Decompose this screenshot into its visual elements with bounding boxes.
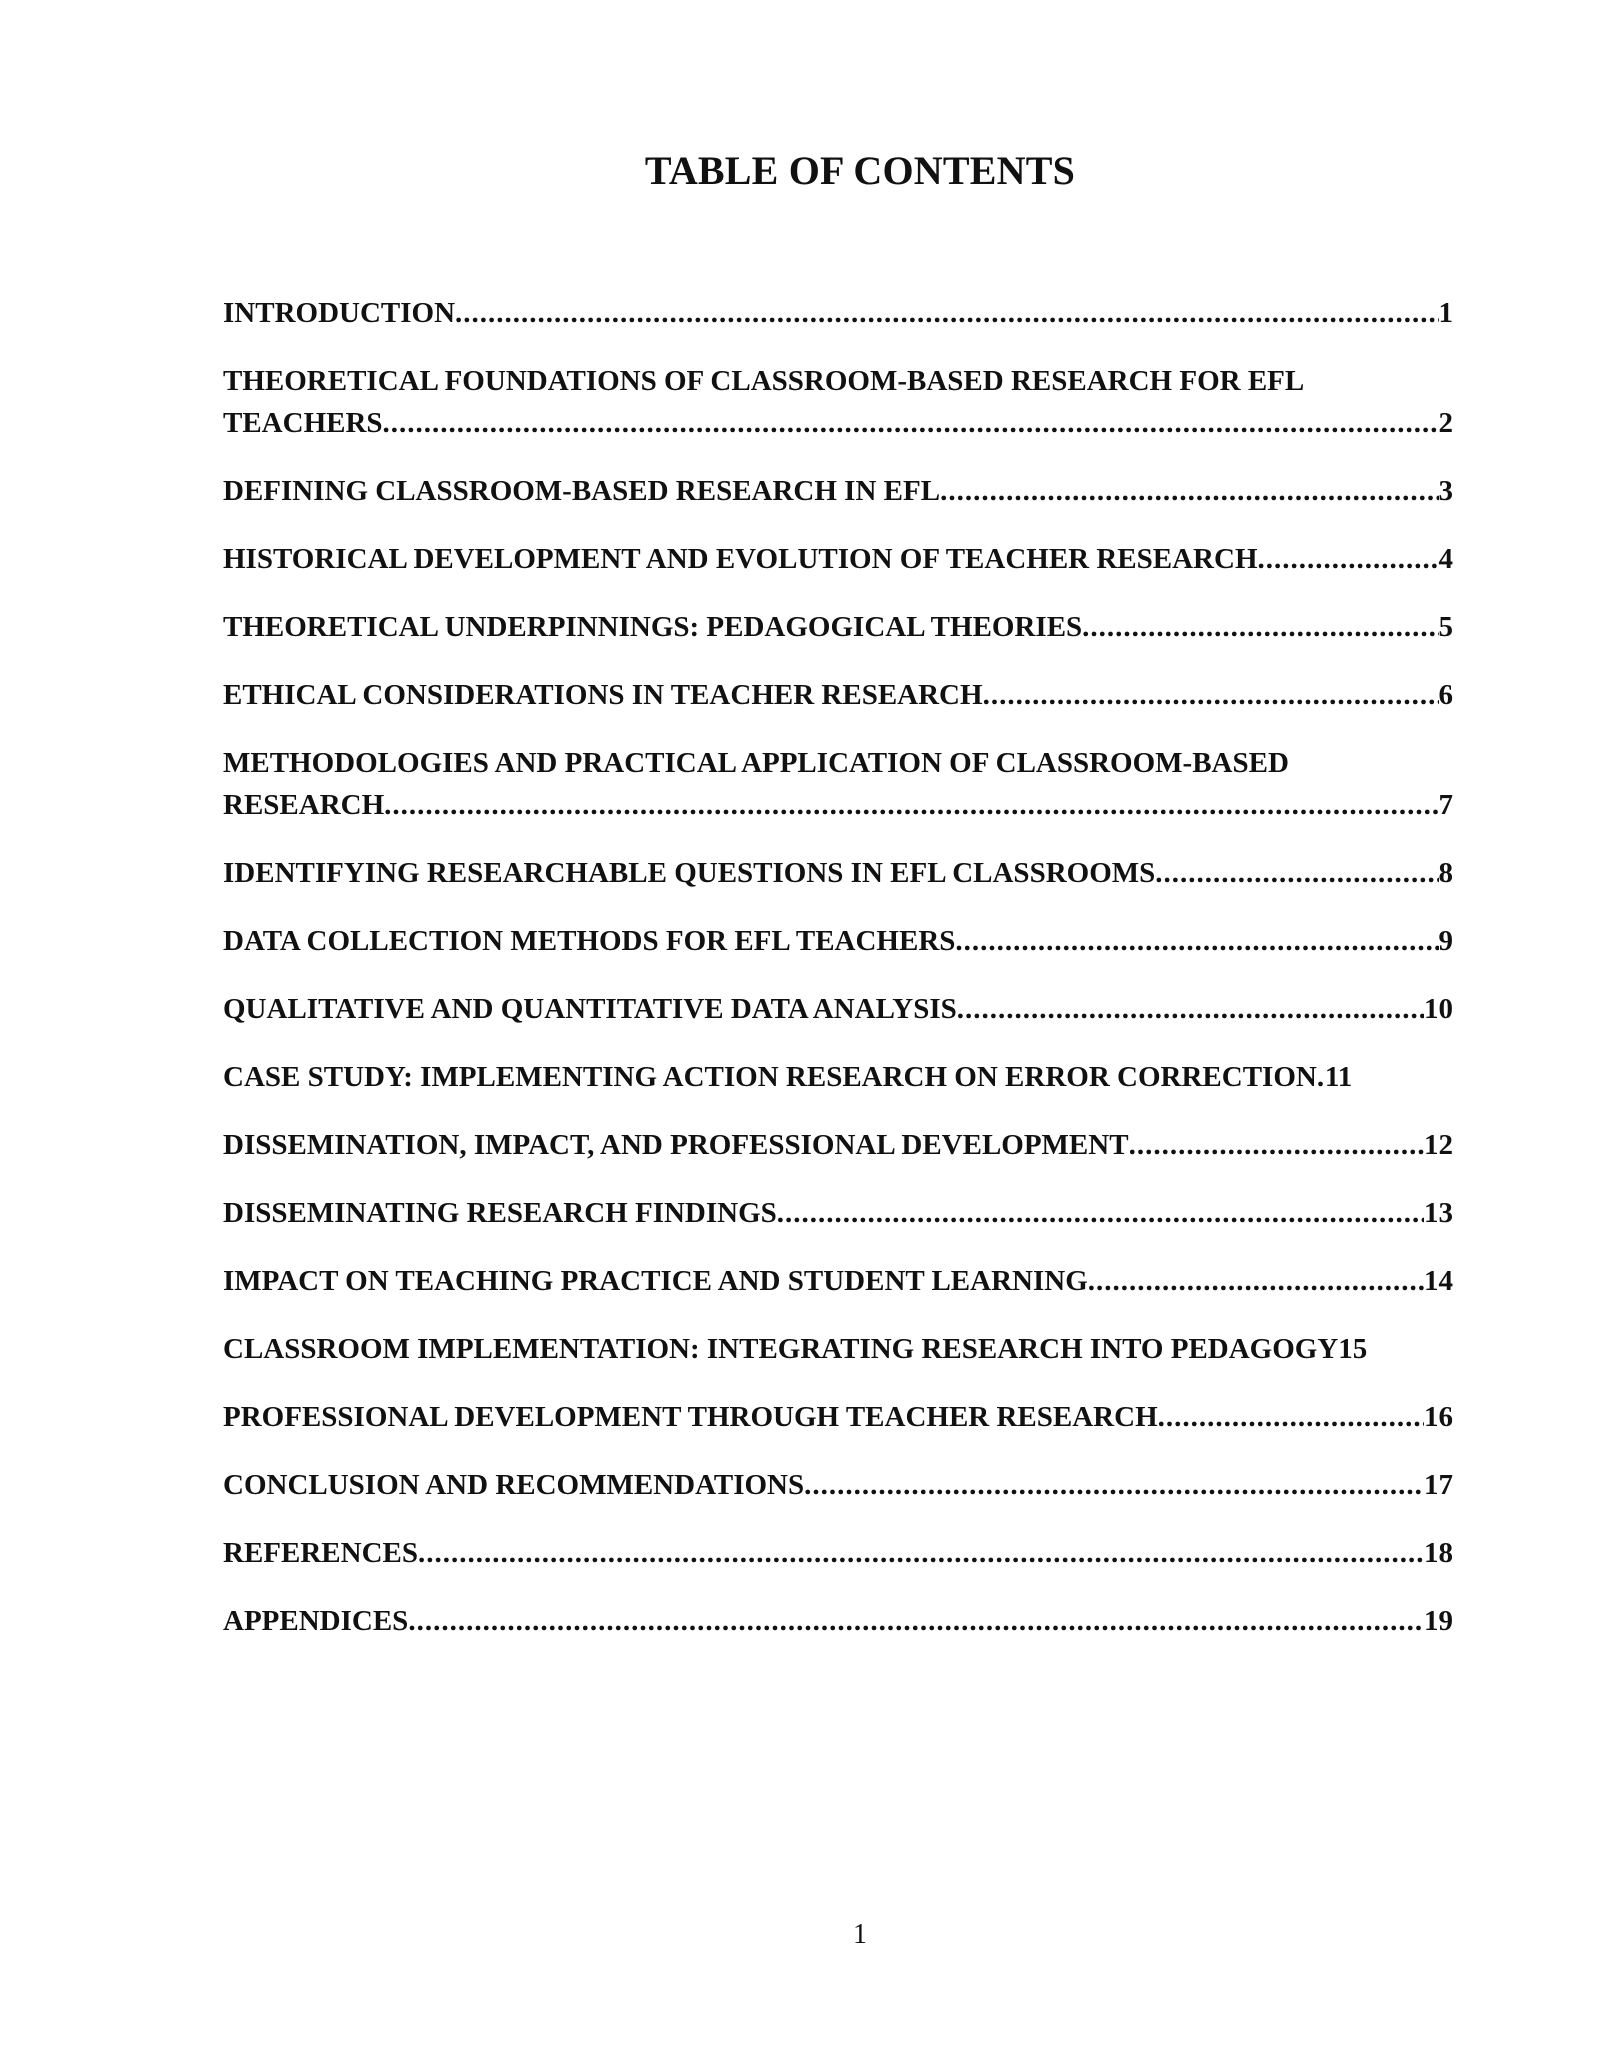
- dot-leader: [1317, 1056, 1325, 1098]
- toc-entry-page: 6: [1438, 679, 1453, 711]
- toc-entry-page: 7: [1438, 789, 1453, 821]
- toc-entry-ethical-considerations[interactable]: [223, 674, 1453, 716]
- dot-leader: [1129, 1124, 1424, 1166]
- page-number: 1: [853, 1919, 867, 1950]
- toc-entry-disseminating-findings[interactable]: [223, 1192, 1453, 1234]
- toc-entry-conclusion[interactable]: [223, 1464, 1453, 1506]
- dot-leader: [940, 470, 1438, 512]
- toc-entry-text: APPENDICES: [223, 1605, 409, 1637]
- toc-entry-text-line1: THEORETICAL FOUNDATIONS OF CLASSROOM-BASED RESEARCH FOR EFL: [223, 365, 1305, 397]
- dot-leader: [1158, 1396, 1424, 1438]
- toc-entry-page: 1: [1438, 297, 1453, 329]
- dot-leader: [383, 402, 1439, 444]
- dot-leader: [384, 784, 1438, 826]
- toc-entry-data-collection[interactable]: [223, 920, 1453, 962]
- toc-entry-page: 8: [1438, 857, 1453, 889]
- toc-entry-professional-development[interactable]: [223, 1396, 1453, 1438]
- toc-entry-dissemination-impact[interactable]: [223, 1124, 1453, 1166]
- toc-entry-page: 5: [1438, 611, 1453, 643]
- dot-leader: [408, 1600, 1424, 1642]
- dot-leader: [1258, 538, 1439, 580]
- toc-entry-text: PROFESSIONAL DEVELOPMENT THROUGH TEACHER RESEARCH: [223, 1401, 1158, 1433]
- toc-entry-text: HISTORICAL DEVELOPMENT AND EVOLUTION OF TEACHER RESEARCH: [223, 543, 1258, 575]
- dot-leader: [983, 674, 1439, 716]
- toc-entry-text: THEORETICAL UNDERPINNINGS: PEDAGOGICAL THEORIES: [223, 611, 1083, 643]
- toc-entry-impact-teaching[interactable]: [223, 1260, 1453, 1302]
- toc-entry-page: 14: [1424, 1265, 1453, 1297]
- toc-entry-page: 19: [1424, 1605, 1453, 1637]
- dot-leader: [1155, 852, 1438, 894]
- dot-leader: [804, 1464, 1424, 1506]
- toc-entry-page: 2: [1438, 407, 1453, 439]
- dot-leader: [1082, 606, 1438, 648]
- toc-entry-page: 9: [1438, 925, 1453, 957]
- toc-entry-text: DATA COLLECTION METHODS FOR EFL TEACHERS: [223, 925, 956, 957]
- toc-entry-text: RESEARCH: [223, 789, 385, 821]
- toc-entry-page: 3: [1438, 475, 1453, 507]
- toc-entry-methodologies[interactable]: [223, 742, 1453, 826]
- toc-entry-historical-development[interactable]: [223, 538, 1453, 580]
- dot-leader: [455, 292, 1438, 334]
- toc-entry-text: CONCLUSION AND RECOMMENDATIONS: [223, 1469, 805, 1501]
- toc-title: TABLE OF CONTENTS: [644, 148, 1076, 193]
- toc-entry-text: CLASSROOM IMPLEMENTATION: INTEGRATING RESEARCH INTO PEDAGOGY: [223, 1333, 1339, 1365]
- toc-entry-text: DISSEMINATING RESEARCH FINDINGS: [223, 1197, 777, 1229]
- toc-list: [223, 292, 1453, 1668]
- toc-entry-text: IMPACT ON TEACHING PRACTICE AND STUDENT LEARNING: [223, 1265, 1088, 1297]
- toc-entry-appendices[interactable]: [223, 1600, 1453, 1642]
- toc-entry-classroom-implementation[interactable]: [223, 1328, 1453, 1370]
- dot-leader: [1088, 1260, 1424, 1302]
- toc-entry-data-analysis[interactable]: [223, 988, 1453, 1030]
- toc-entry-page: 15: [1338, 1333, 1368, 1365]
- toc-entry-case-study[interactable]: [223, 1056, 1453, 1098]
- toc-entry-text: DEFINING CLASSROOM-BASED RESEARCH IN EFL: [223, 475, 941, 507]
- toc-entry-text: CASE STUDY: IMPLEMENTING ACTION RESEARCH ON ERROR CORRECTION: [223, 1061, 1317, 1093]
- toc-entry-text: QUALITATIVE AND QUANTITATIVE DATA ANALYSIS: [223, 993, 957, 1025]
- toc-entry-text: TEACHERS: [223, 407, 383, 439]
- dot-leader: [777, 1192, 1424, 1234]
- toc-entry-page: 13: [1424, 1197, 1453, 1229]
- toc-entry-text: ETHICAL CONSIDERATIONS IN TEACHER RESEARCH: [223, 679, 983, 711]
- toc-entry-references[interactable]: [223, 1532, 1453, 1574]
- toc-entry-identifying-questions[interactable]: [223, 852, 1453, 894]
- toc-entry-page: 12: [1424, 1129, 1453, 1161]
- toc-entry-introduction[interactable]: [223, 292, 1453, 334]
- toc-entry-theoretical-underpinnings[interactable]: [223, 606, 1453, 648]
- toc-entry-page: 18: [1424, 1537, 1453, 1569]
- dot-leader: [955, 920, 1438, 962]
- toc-entry-theoretical-foundations[interactable]: [223, 360, 1453, 444]
- toc-entry-text-line1: METHODOLOGIES AND PRACTICAL APPLICATION OF CLASSROOM-BASED: [223, 747, 1289, 779]
- toc-entry-page: 4: [1438, 543, 1453, 575]
- toc-entry-page: 10: [1424, 993, 1453, 1025]
- toc-entry-text: REFERENCES: [223, 1537, 418, 1569]
- toc-entry-text: IDENTIFYING RESEARCHABLE QUESTIONS IN EFL CLASSROOMS: [223, 857, 1156, 889]
- toc-entry-page: 11: [1324, 1061, 1353, 1093]
- toc-entry-defining[interactable]: [223, 470, 1453, 512]
- toc-entry-text: DISSEMINATION, IMPACT, AND PROFESSIONAL DEVELOPMENT: [223, 1129, 1129, 1161]
- toc-entry-page: 16: [1424, 1401, 1453, 1433]
- dot-leader: [418, 1532, 1424, 1574]
- toc-entry-text: INTRODUCTION: [223, 297, 456, 329]
- toc-entry-page: 17: [1424, 1469, 1453, 1501]
- dot-leader: [957, 988, 1424, 1030]
